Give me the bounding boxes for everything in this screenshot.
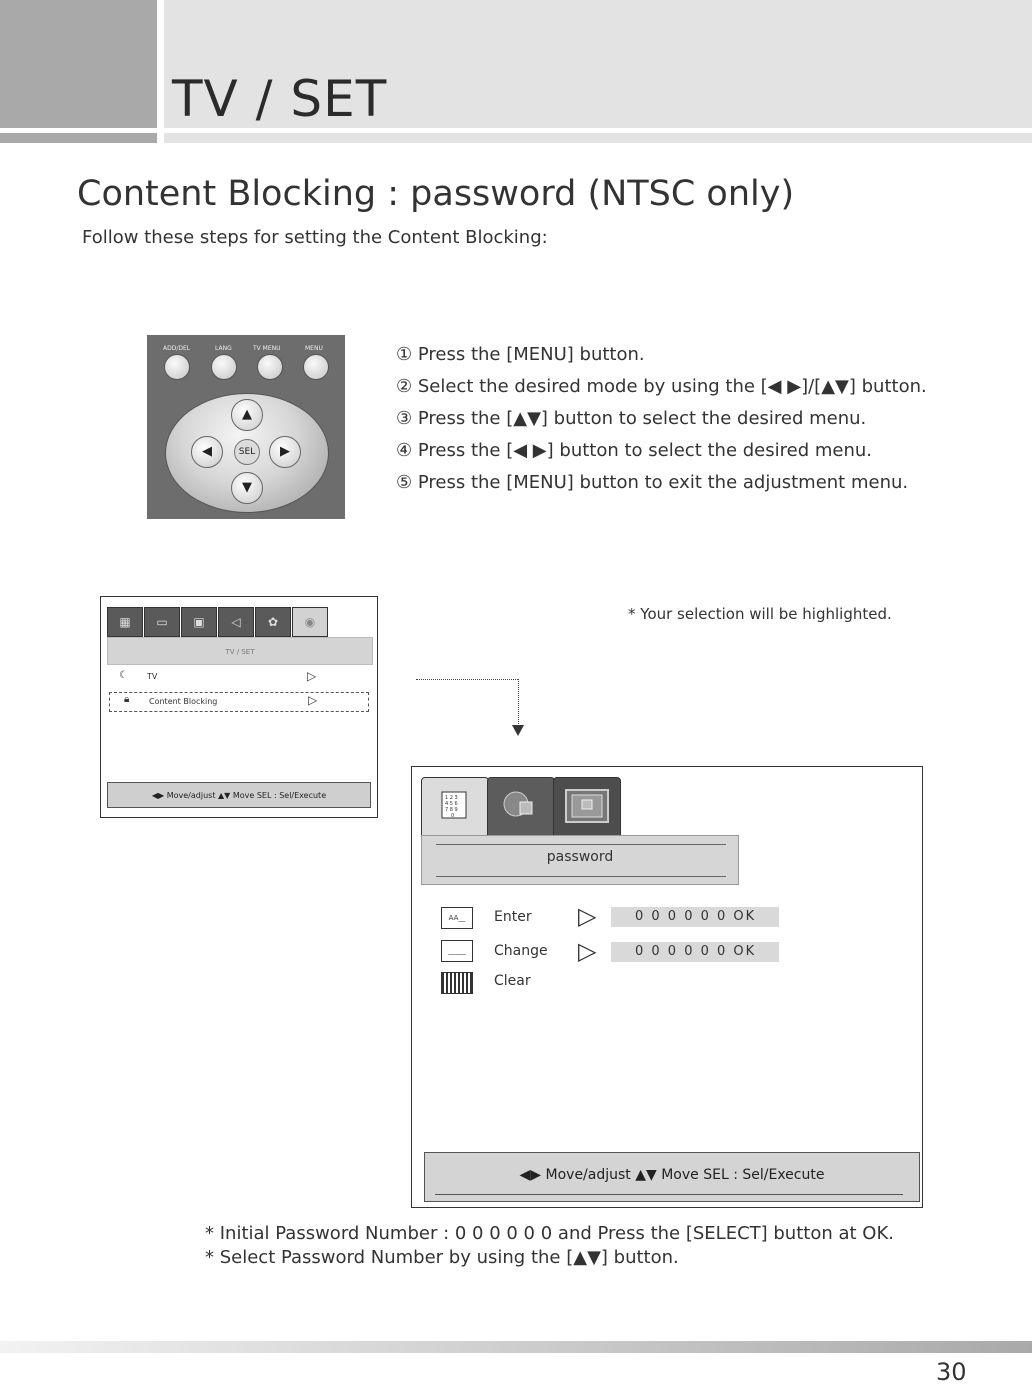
header-left-block (0, 0, 157, 128)
footer-bar (0, 1341, 1032, 1353)
tv-set-menu-screenshot (100, 596, 378, 818)
remote-add-del-button (164, 354, 190, 380)
svg-text:0: 0 (451, 813, 455, 819)
menu-item-enter-label: Enter (494, 909, 532, 925)
remote-up-arrow-icon: ▲ (231, 399, 263, 431)
menu-tabs (107, 607, 329, 637)
password-notes (205, 1222, 894, 1270)
remote-down-arrow-icon: ▼ (231, 472, 263, 504)
footer-instructions: ◀▶ Move/adjust ▲▼ Move SEL : Sel/Execute (519, 1167, 825, 1183)
change-value: 0 0 0 0 0 0 OK (611, 942, 779, 962)
play-arrow-icon: ▷ (308, 693, 318, 707)
remote-control-image (147, 335, 345, 519)
play-arrow-icon: ▷ (578, 902, 597, 930)
selection-note: * Your selection will be highlighted. (628, 605, 892, 623)
remote-label-add-del: ADD/DEL (163, 345, 191, 352)
tab-sound-icon: ◁ (218, 607, 254, 637)
small-menu-footer: ◀▶ Move/adjust ▲▼ Move SEL : Sel/Execute (107, 782, 371, 808)
small-menu-title: TV / SET (107, 637, 373, 665)
header-left-bar (0, 133, 157, 143)
password-menu-title-bar (421, 835, 739, 885)
enter-icon: AA__ (441, 907, 473, 929)
small-menu-item-content-blocking (109, 692, 369, 712)
small-menu-item-label: Content Blocking (149, 697, 218, 706)
menu-item-change-label: Change (494, 943, 548, 959)
small-menu-item-label: TV (147, 672, 158, 681)
connector-line-horizontal (416, 679, 518, 680)
step-5: ⑤ Press the [MENU] button to exit the adjustment menu. (396, 472, 909, 493)
section-title: Content Blocking : password (NTSC only) (77, 174, 795, 214)
tab-picture-icon: ▦ (107, 607, 143, 637)
change-icon: _____ (441, 940, 473, 962)
svg-text:7 8 9: 7 8 9 (445, 807, 458, 813)
svg-text:4 5 6: 4 5 6 (445, 801, 458, 807)
remote-tv-menu-button (257, 354, 283, 380)
tab-setup-icon: ✿ (255, 607, 291, 637)
remote-menu-button (303, 354, 329, 380)
connector-line-vertical (518, 679, 519, 724)
small-menu-item-tv (109, 669, 367, 687)
title-rule-bottom (436, 876, 726, 877)
step-4: ④ Press the [◀ ▶] button to select the desired menu. (396, 440, 872, 461)
header-right-bar (164, 133, 1032, 143)
remote-label-menu: MENU (305, 345, 323, 352)
remote-lang-button (211, 354, 237, 380)
section-subtitle: Follow these steps for setting the Content Blocking: (82, 227, 548, 248)
password-menu-screenshot (411, 766, 923, 1208)
remote-left-arrow-icon: ◀ (191, 436, 223, 468)
play-arrow-icon: ▷ (307, 669, 317, 683)
tab-globe-lock-icon (487, 777, 555, 837)
tv-icon: ☾ (119, 670, 128, 681)
step-3: ③ Press the [▲▼] button to select the desired menu. (396, 408, 867, 429)
remote-dpad (165, 393, 329, 513)
down-arrow-icon (512, 725, 524, 736)
svg-text:1 2 3: 1 2 3 (445, 795, 458, 801)
tab-screen-icon: ▭ (144, 607, 180, 637)
step-1: ① Press the [MENU] button. (396, 344, 645, 365)
footer-rule (435, 1194, 903, 1195)
remote-label-tv-menu: TV MENU (253, 345, 281, 352)
tab-keypad-icon (421, 777, 489, 837)
play-arrow-icon: ▷ (578, 937, 597, 965)
remote-right-arrow-icon: ▶ (269, 436, 301, 468)
title-rule-top (436, 844, 726, 845)
steps-list (396, 342, 927, 502)
lock-icon: 🔒︎ (124, 694, 130, 705)
note-select-password: * Select Password Number by using the [▲▼] button. (205, 1247, 679, 1268)
menu-item-clear-label: Clear (494, 973, 531, 989)
tab-tv-set-icon: ◉ (292, 607, 328, 637)
page-header-title: TV / SET (172, 70, 388, 128)
tab-size-icon: ▣ (181, 607, 217, 637)
password-menu-footer (424, 1152, 920, 1202)
clear-icon (441, 972, 473, 994)
remote-label-lang: LANG (215, 345, 232, 352)
remote-sel-button: SEL (234, 439, 260, 465)
password-menu-title: password (546, 849, 614, 865)
note-initial-password: * Initial Password Number : 0 0 0 0 0 0 and Press the [SELECT] button at OK. (205, 1223, 894, 1244)
enter-value: 0 0 0 0 0 0 OK (611, 907, 779, 927)
step-2: ② Select the desired mode by using the [◀ ▶]/[▲▼] button. (396, 376, 927, 397)
page-number: 30 (936, 1358, 967, 1386)
tab-screen-lock-icon (553, 777, 621, 837)
